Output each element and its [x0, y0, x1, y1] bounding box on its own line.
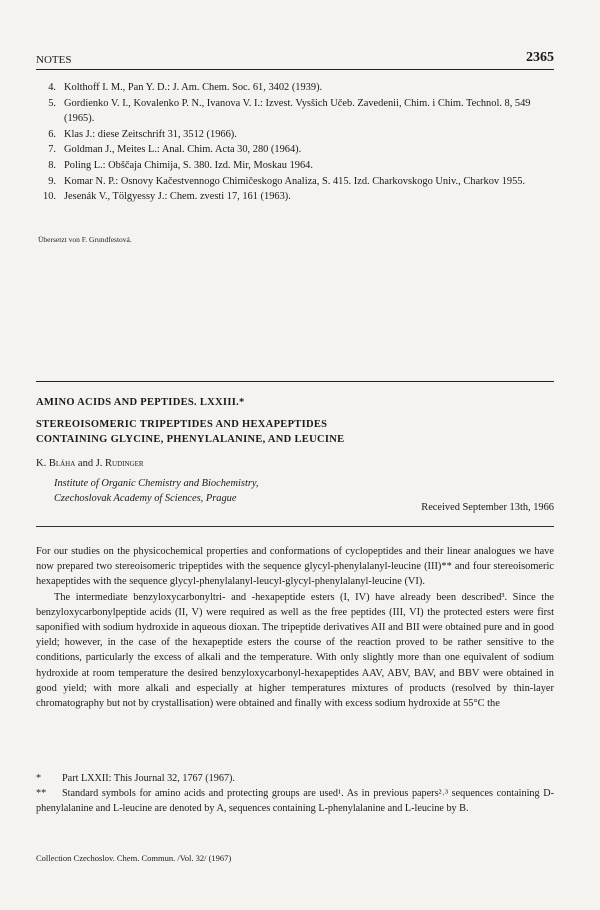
- reference-item: 9. Komar N. P.: Osnovy Kačestvennogo Chimičeskogo Analiza, S. 415. Izd. Charkovskogo Univ., Charkov 1955.: [48, 175, 526, 187]
- reference-item: 8. Poling L.: Obščaja Chimija, S. 380. Izd. Mir, Moskau 1964.: [48, 159, 313, 171]
- journal-footer: Collection Czechoslov. Chem. Commun. /Vol. 32/ (1967): [36, 853, 232, 863]
- reference-list: [36, 80, 554, 205]
- footnote: ** Standard symbols for amino acids and protecting groups are used¹. As in previous papers²˒³ sequences containing D-phenylalanine and L-leucine are denoted by A, sequences containing L-phenylalanine and L-leucine by B.: [36, 788, 554, 814]
- footnotes: [36, 771, 554, 816]
- author-line: K. Bláha and J. Rudinger: [36, 458, 144, 469]
- article-top-rule: [36, 381, 554, 382]
- author-name: K. Bláha: [36, 458, 76, 469]
- article-title: STEREOISOMERIC TRIPEPTIDES AND HEXAPEPTIDES CONTAINING GLYCINE, PHENYLALANINE, AND LEUCINE: [36, 419, 345, 445]
- reference-item: 6. Klas J.: diese Zeitschrift 31, 3512 (1966).: [48, 128, 237, 140]
- footnote: * Part LXXII: This Journal 32, 1767 (1967).: [36, 773, 235, 784]
- article-body: [36, 544, 554, 711]
- affiliation: Institute of Organic Chemistry and Biochemistry, Czechoslovak Academy of Sciences, Prague: [54, 478, 259, 504]
- translator-note: Übersetzt von F. Grundfestová.: [38, 235, 132, 244]
- paragraph: For our studies on the physicochemical properties and conformations of cyclopeptides and their linear analogues we have now prepared two stereoisomeric tripeptides with the sequence glycyl-phenylalanyl-leucine (III)** and four stereoisomeric hexapeptides with the sequence glycyl-phenylalanyl-leucyl-glycyl-phenylalanyl-leucine (VI).: [36, 546, 554, 588]
- series-title: AMINO ACIDS AND PEPTIDES. LXXIII.*: [36, 397, 245, 408]
- abstract-rule: [36, 526, 554, 527]
- paragraph: The intermediate benzyloxycarbonyltri- and -hexapeptide esters (I, IV) have already been described³. Since the benzyloxycarbonylpeptide acids (II, V) were required as well as the free peptides (III, VI) the protected esters were first saponified with sodium hydroxide in aqueous dioxan. The tripeptide derivatives AII and BII were obtained pure and in good yield; however, in the case of the hexapeptide esters the course of the reaction proved to be rather sensitive to the conditions, particularly the excess of alkali and the temperature. With only slightly more than one equivalent of sodium hydroxide at room temperature the desired benzyloxycarbonyl-hexapeptides AAV, ABV, BAV, and BBV were obtained in good yield; with more alkali and especially at higher temperatures mixtures of products (resolved by thin-layer chromatography but not by crystallisation) were obtained and finally with excess sodium hydroxide at 55°C the: [36, 591, 554, 710]
- reference-item: 4. Kolthoff I. M., Pan Y. D.: J. Am. Chem. Soc. 61, 3402 (1939).: [48, 82, 323, 93]
- running-header: [36, 50, 554, 70]
- reference-item: 10. Jesenák V., Tölgyessy J.: Chem. zvesti 17, 161 (1963).: [43, 191, 291, 203]
- author-name: J. Rudinger: [95, 458, 144, 469]
- section-label: NOTES: [36, 54, 72, 66]
- page-number: 2365: [526, 50, 554, 65]
- reference-item: 5. Gordienko V. I., Kovalenko P. N., Ivanova V. I.: Izvest. Vysšich Učeb. Zavedenii, Chim. i Chim. Technol. 8, 549 (1965).: [48, 97, 531, 125]
- received-date: Received September 13th, 1966: [421, 502, 554, 513]
- reference-item: 7. Goldman J., Meites L.: Anal. Chim. Acta 30, 280 (1964).: [48, 144, 302, 156]
